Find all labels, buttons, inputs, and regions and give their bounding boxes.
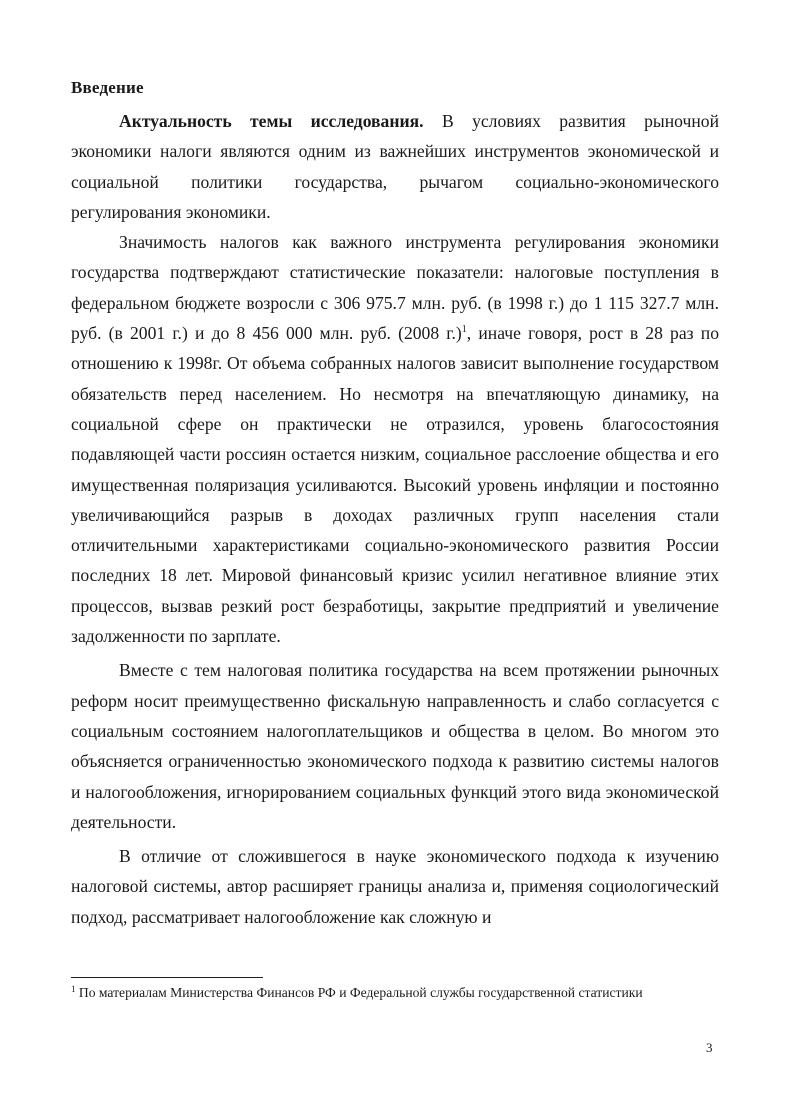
paragraph-significance <box>71 227 719 651</box>
paragraph-relevance <box>71 106 719 227</box>
paragraph-lead: Актуальность темы исследования. <box>119 111 424 131</box>
section-heading: Введение <box>71 78 144 97</box>
footnote <box>71 984 711 1001</box>
paragraph-tax-policy: Вместе с тем налоговая политика государства на всем протяжении рыночных реформ носит преимущественно фискальную направленность и слабо согласуется с социальным состоянием налогоплательщиков и общества в целом. Во многом это объясняется ограниченностью экономического подхода к развитию системы налогов и налогообложения, игнорированием социальных функций этого вида экономической деятельности. <box>71 660 719 832</box>
footnote-reference: 1 <box>461 324 467 336</box>
page-number: 3 <box>706 1040 713 1055</box>
body-text <box>71 106 719 932</box>
footnote-marker: 1 <box>71 984 76 994</box>
paragraph-text: В условиях развития рыночной экономики налоги являются одним из важнейших инструментов экономической и социальной политики государства, рычагом социально-экономического регулирования экономики. <box>71 111 719 222</box>
paragraph-approach: В отличие от сложившегося в науке экономического подхода к изучению налоговой системы, автор расширяет границы анализа и, применяя социологический подход, рассматривает налогообложение как сложную и <box>71 846 719 927</box>
footnote-text: По материалам Министерства Финансов РФ и Федеральной службы государственной статистики <box>75 985 643 1000</box>
footnote-divider <box>71 977 263 978</box>
paragraph-text-before-ref: Значимость налогов как важного инструмента регулирования экономики государства подтверждают статистические показатели: налоговые поступления в федеральном бюджете возросли с 306 975.7 млн. руб. (в 1998 г.) до 1 115 327.7 млн. руб. (в 2001 г.) и до 8 456 000 млн. руб. (2008 г.) <box>71 232 719 344</box>
paragraph-text-after-ref: , иначе говоря, рост в 28 раз по отношению к 1998г. От объема собранных налогов зависит выполнение государством обязательств перед населением. Но несмотря на впечатляющую динамику, на социальной сфере он практически не отразился, уровень благосостояния подавляющей части россиян остается низким, социальное расслоение общества и его имущественная поляризация усиливаются. Высокий уровень инфляции и постоянно увеличивающийся разрыв в доходах различных групп населения стали отличительными характеристиками социально-экономического развития России последних 18 лет. Мировой финансовый кризис усилил негативное влияние этих процессов, вызвав резкий рост безработицы, закрытие предприятий и увеличение задолженности по зарплате. <box>71 323 719 647</box>
